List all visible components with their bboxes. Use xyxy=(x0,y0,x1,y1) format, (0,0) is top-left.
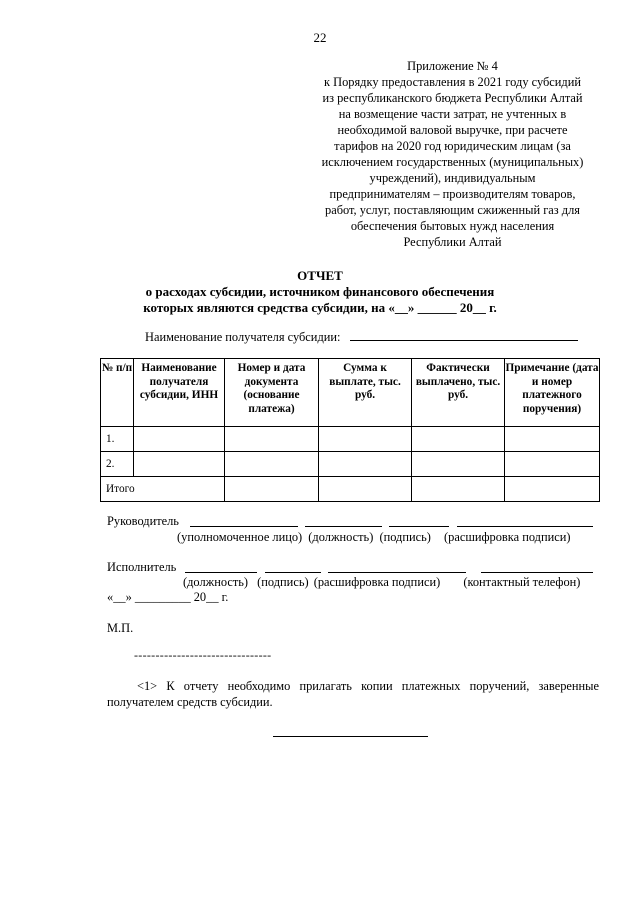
report-title-line: которых являются средства субсидии, на «__» ______ 20__ г. xyxy=(143,300,497,315)
table-cell[interactable] xyxy=(319,427,412,452)
recipient-label: Наименование получателя субсидии: xyxy=(145,330,341,344)
head-position-field[interactable] xyxy=(305,514,382,527)
appendix-line: предпринимателям – производителям товаров, xyxy=(329,187,576,201)
table-cell[interactable] xyxy=(134,427,225,452)
end-divider xyxy=(273,736,428,737)
caption-name: (расшифровка подписи) xyxy=(313,575,441,589)
appendix-line: Республики Алтай xyxy=(403,235,502,249)
table-cell[interactable] xyxy=(505,452,600,477)
appendix-line: исключением государственных (муниципальных) xyxy=(321,155,584,169)
table-cell[interactable] xyxy=(225,452,319,477)
caption-position: (должность) xyxy=(308,530,374,544)
head-label: Руководитель xyxy=(107,514,179,528)
executor-signature-row xyxy=(107,560,176,575)
head-signature-row xyxy=(107,514,179,529)
row-number: 2. xyxy=(101,452,134,477)
column-header-amount-due: Сумма к выплате, тыс. руб. xyxy=(319,359,412,427)
footnote-separator: -------------------------------- xyxy=(134,648,272,662)
total-label: Итого xyxy=(101,477,225,502)
report-title-line: о расходах субсидии, источником финансового обеспечения xyxy=(145,284,495,299)
caption-phone: (контактный телефон) xyxy=(463,575,581,589)
executor-signature-field[interactable] xyxy=(265,560,321,573)
caption-position: (должность) xyxy=(183,575,249,589)
appendix-line: необходимой валовой выручке, при расчете xyxy=(337,123,568,137)
appendix-line: Приложение № 4 xyxy=(407,59,498,73)
caption-signature: (подпись) xyxy=(379,530,431,544)
table-row xyxy=(101,427,600,452)
footnote-text: <1> К отчету необходимо прилагать копии платежных поручений, заверенные получателем средств субсидии. xyxy=(107,679,599,709)
table-cell[interactable] xyxy=(319,477,412,502)
table-cell[interactable] xyxy=(412,427,505,452)
appendix-line: на возмещение части затрат, не учтенных в xyxy=(338,107,567,121)
recipient-row xyxy=(145,328,578,345)
head-authorized-person-field[interactable] xyxy=(190,514,298,527)
column-header-note: Примечание (дата и номер платежного поручения) xyxy=(505,359,600,427)
appendix-line: к Порядку предоставления в 2021 году субсидий xyxy=(324,75,581,89)
report-table xyxy=(100,358,600,502)
table-cell[interactable] xyxy=(412,452,505,477)
caption-signature: (подпись) xyxy=(257,575,309,589)
column-header-number: № п/п xyxy=(101,359,134,427)
footnote xyxy=(107,678,599,710)
appendix-header xyxy=(300,58,605,250)
row-number: 1. xyxy=(101,427,134,452)
report-title xyxy=(0,268,640,316)
signature-date: «__» _________ 20__ г. xyxy=(107,590,229,604)
table-total-row xyxy=(101,477,600,502)
caption-authorized-person: (уполномоченное лицо) xyxy=(177,530,303,544)
table-header-row xyxy=(101,359,600,427)
table-cell[interactable] xyxy=(319,452,412,477)
recipient-name-field[interactable] xyxy=(350,328,578,341)
executor-label: Исполнитель xyxy=(107,560,177,574)
appendix-line: работ, услуг, поставляющим сжиженный газ для xyxy=(325,203,580,217)
table-cell[interactable] xyxy=(134,452,225,477)
appendix-line: из республиканского бюджета Республики Алтай xyxy=(322,91,583,105)
table-cell[interactable] xyxy=(505,427,600,452)
head-name-field[interactable] xyxy=(457,514,593,527)
head-signature-field[interactable] xyxy=(389,514,449,527)
column-header-amount-paid: Фактически выплачено, тыс. руб. xyxy=(412,359,505,427)
table-cell[interactable] xyxy=(505,477,600,502)
head-captions xyxy=(177,530,571,545)
executor-name-field[interactable] xyxy=(328,560,466,573)
table-cell[interactable] xyxy=(412,477,505,502)
report-title-main: ОТЧЕТ xyxy=(297,268,343,283)
executor-phone-field[interactable] xyxy=(481,560,593,573)
appendix-line: обеспечения бытовых нужд населения xyxy=(350,219,555,233)
table-cell[interactable] xyxy=(225,477,319,502)
executor-position-field[interactable] xyxy=(185,560,257,573)
table-row xyxy=(101,452,600,477)
column-header-document: Номер и дата документа (основание платежа) xyxy=(225,359,319,427)
appendix-line: тарифов на 2020 год юридическим лицам (за xyxy=(334,139,571,153)
executor-captions xyxy=(183,575,580,590)
table-cell[interactable] xyxy=(225,427,319,452)
caption-name: (расшифровка подписи) xyxy=(444,530,571,544)
column-header-recipient: Наименование получателя субсидии, ИНН xyxy=(134,359,225,427)
page-number: 22 xyxy=(313,30,327,45)
appendix-line: учреждений), индивидуальным xyxy=(369,171,536,185)
seal-label: М.П. xyxy=(107,621,134,635)
